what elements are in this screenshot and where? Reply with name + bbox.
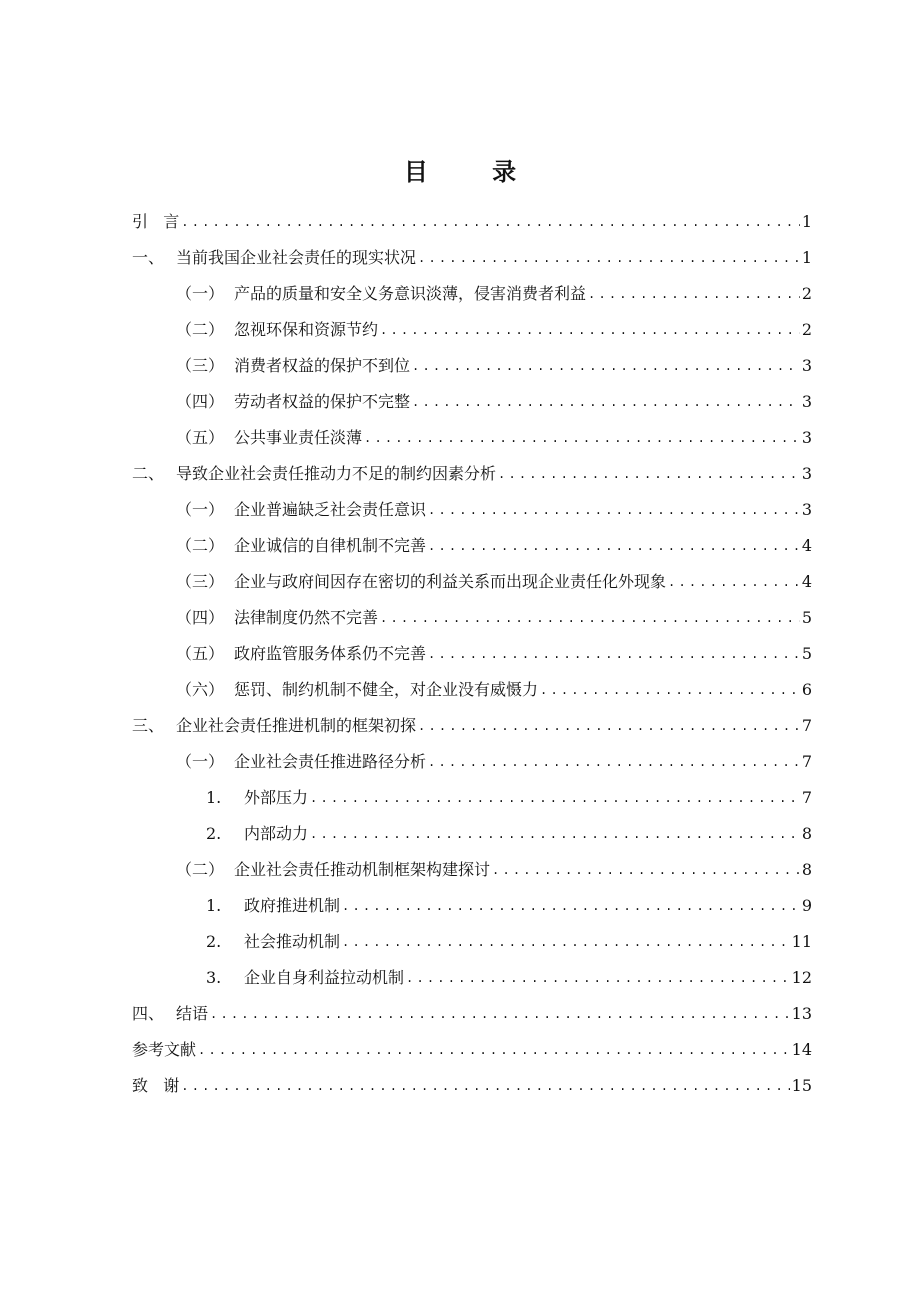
- toc-entry[interactable]: [132, 628, 812, 664]
- toc-entry-label: 企业诚信的自律机制不完善: [234, 536, 427, 555]
- toc-entry-label: 忽视环保和资源节约: [234, 320, 379, 339]
- dot-leader: [310, 788, 800, 808]
- table-of-contents: [132, 196, 812, 1096]
- toc-entry-page-number: 13: [791, 1004, 812, 1023]
- toc-entry[interactable]: [132, 772, 812, 808]
- toc-entry-page-number: 1: [801, 248, 812, 267]
- dot-leader: [412, 356, 800, 376]
- dot-leader: [428, 644, 800, 664]
- toc-entry[interactable]: [132, 808, 812, 844]
- toc-entry-label: 社会推动机制: [244, 932, 341, 951]
- dot-leader: [498, 464, 800, 484]
- toc-entry[interactable]: [132, 592, 812, 628]
- toc-entry-number: （二）: [176, 320, 225, 339]
- toc-entry-label: 企业社会责任推进路径分析: [234, 752, 427, 771]
- toc-entry-page-number: 8: [801, 824, 812, 843]
- toc-entry-label: 结语: [176, 1004, 209, 1023]
- toc-entry-page-number: 5: [801, 608, 812, 627]
- toc-entry-number: （四）: [176, 608, 225, 627]
- dot-leader: [380, 608, 800, 628]
- toc-entry[interactable]: [132, 952, 812, 988]
- toc-entry-label: 当前我国企业社会责任的现实状况: [176, 248, 417, 267]
- dot-leader: [406, 968, 790, 988]
- toc-entry-page-number: 7: [801, 788, 812, 807]
- toc-entry[interactable]: [132, 340, 812, 376]
- toc-entry-number: （二）: [176, 536, 225, 555]
- dot-leader: [342, 932, 790, 952]
- dot-leader: [380, 320, 800, 340]
- toc-entry-label: 企业普遍缺乏社会责任意识: [234, 500, 427, 519]
- toc-entry[interactable]: [132, 268, 812, 304]
- toc-entry[interactable]: [132, 736, 812, 772]
- toc-entry-label: 消费者权益的保护不到位: [234, 356, 411, 375]
- dot-leader: [668, 572, 800, 592]
- toc-entry-page-number: 2: [801, 320, 812, 339]
- toc-entry-label: 内部动力: [244, 824, 309, 843]
- toc-entry[interactable]: [132, 196, 812, 232]
- toc-entry[interactable]: [132, 376, 812, 412]
- toc-entry-number: 1.: [206, 896, 222, 915]
- toc-entry-number: 一、: [132, 248, 165, 267]
- toc-entry[interactable]: [132, 916, 812, 952]
- toc-entry[interactable]: [132, 304, 812, 340]
- dot-leader: [342, 896, 800, 916]
- toc-entry-number: 四、: [132, 1004, 165, 1023]
- toc-entry-page-number: 5: [801, 644, 812, 663]
- toc-entry-page-number: 3: [801, 356, 812, 375]
- toc-entry-number: （一）: [176, 284, 225, 303]
- toc-entry-label: 产品的质量和安全义务意识淡薄，侵害消费者利益: [234, 284, 587, 303]
- toc-entry-label: 致 谢: [132, 1076, 180, 1095]
- dot-leader: [428, 536, 800, 556]
- toc-entry-label: 引 言: [132, 212, 180, 231]
- toc-entry-number: 2.: [206, 824, 222, 843]
- toc-entry-page-number: 6: [801, 680, 812, 699]
- toc-entry[interactable]: [132, 880, 812, 916]
- toc-entry-page-number: 3: [801, 428, 812, 447]
- toc-entry[interactable]: [132, 844, 812, 880]
- toc-entry-page-number: 11: [791, 932, 812, 951]
- toc-entry-page-number: 2: [801, 284, 812, 303]
- toc-entry-number: （四）: [176, 392, 225, 411]
- toc-entry[interactable]: [132, 556, 812, 592]
- toc-entry[interactable]: [132, 232, 812, 268]
- toc-entry-number: （一）: [176, 752, 225, 771]
- toc-entry-page-number: 3: [801, 464, 812, 483]
- toc-entry[interactable]: [132, 520, 812, 556]
- toc-entry-number: 1.: [206, 788, 222, 807]
- toc-entry-page-number: 4: [801, 572, 812, 591]
- dot-leader: [364, 428, 800, 448]
- toc-entry-label: 劳动者权益的保护不完整: [234, 392, 411, 411]
- toc-entry[interactable]: [132, 664, 812, 700]
- dot-leader: [181, 1076, 789, 1096]
- toc-entry-page-number: 4: [801, 536, 812, 555]
- toc-entry-page-number: 3: [801, 392, 812, 411]
- toc-entry-page-number: 14: [791, 1040, 812, 1059]
- toc-entry-page-number: 3: [801, 500, 812, 519]
- toc-entry-page-number: 15: [791, 1076, 812, 1095]
- toc-entry-number: 二、: [132, 464, 165, 483]
- toc-entry-label: 企业与政府间因存在密切的利益关系而出现企业责任化外现象: [234, 572, 667, 591]
- toc-entry-number: （五）: [176, 644, 225, 663]
- toc-entry-label: 政府推进机制: [244, 896, 341, 915]
- toc-entry[interactable]: [132, 1024, 812, 1060]
- toc-title: 目 录: [403, 158, 545, 186]
- toc-entry-number: （六）: [176, 680, 225, 699]
- toc-entry[interactable]: [132, 700, 812, 736]
- toc-entry-label: 惩罚、制约机制不健全，对企业没有威慑力: [234, 680, 539, 699]
- toc-entry-number: 2.: [206, 932, 222, 951]
- toc-entry[interactable]: [132, 484, 812, 520]
- dot-leader: [181, 212, 800, 232]
- toc-entry-label: 企业社会责任推动机制框架构建探讨: [234, 860, 491, 879]
- dot-leader: [492, 860, 800, 880]
- toc-entry-number: （一）: [176, 500, 225, 519]
- toc-entry-number: （二）: [176, 860, 225, 879]
- toc-entry-page-number: 7: [801, 752, 812, 771]
- toc-entry-label: 参考文献: [132, 1040, 197, 1059]
- toc-entry[interactable]: [132, 1060, 812, 1096]
- dot-leader: [428, 752, 800, 772]
- dot-leader: [310, 824, 800, 844]
- toc-entry-label: 政府监管服务体系仍不完善: [234, 644, 427, 663]
- dot-leader: [198, 1040, 790, 1060]
- dot-leader: [428, 500, 800, 520]
- toc-entry-label: 企业自身利益拉动机制: [244, 968, 405, 987]
- toc-entry-page-number: 1: [801, 212, 812, 231]
- toc-entry-number: （五）: [176, 428, 225, 447]
- dot-leader: [418, 716, 800, 736]
- dot-leader: [540, 680, 800, 700]
- toc-entry-number: （三）: [176, 572, 225, 591]
- toc-entry-number: （三）: [176, 356, 225, 375]
- toc-entry[interactable]: [132, 448, 812, 484]
- toc-entry-number: 3.: [206, 968, 222, 987]
- dot-leader: [418, 248, 800, 268]
- toc-entry-label: 导致企业社会责任推动力不足的制约因素分析: [176, 464, 497, 483]
- toc-entry[interactable]: [132, 988, 812, 1024]
- toc-entry-page-number: 7: [801, 716, 812, 735]
- toc-entry-page-number: 8: [801, 860, 812, 879]
- toc-entry-page-number: 9: [801, 896, 812, 915]
- toc-entry-label: 法律制度仍然不完善: [234, 608, 379, 627]
- dot-leader: [210, 1004, 790, 1024]
- toc-entry-number: 三、: [132, 716, 165, 735]
- dot-leader: [588, 284, 800, 304]
- dot-leader: [412, 392, 800, 412]
- toc-entry[interactable]: [132, 412, 812, 448]
- toc-entry-page-number: 12: [791, 968, 812, 987]
- toc-entry-label: 企业社会责任推进机制的框架初探: [176, 716, 417, 735]
- toc-entry-label: 外部压力: [244, 788, 309, 807]
- toc-entry-label: 公共事业责任淡薄: [234, 428, 363, 447]
